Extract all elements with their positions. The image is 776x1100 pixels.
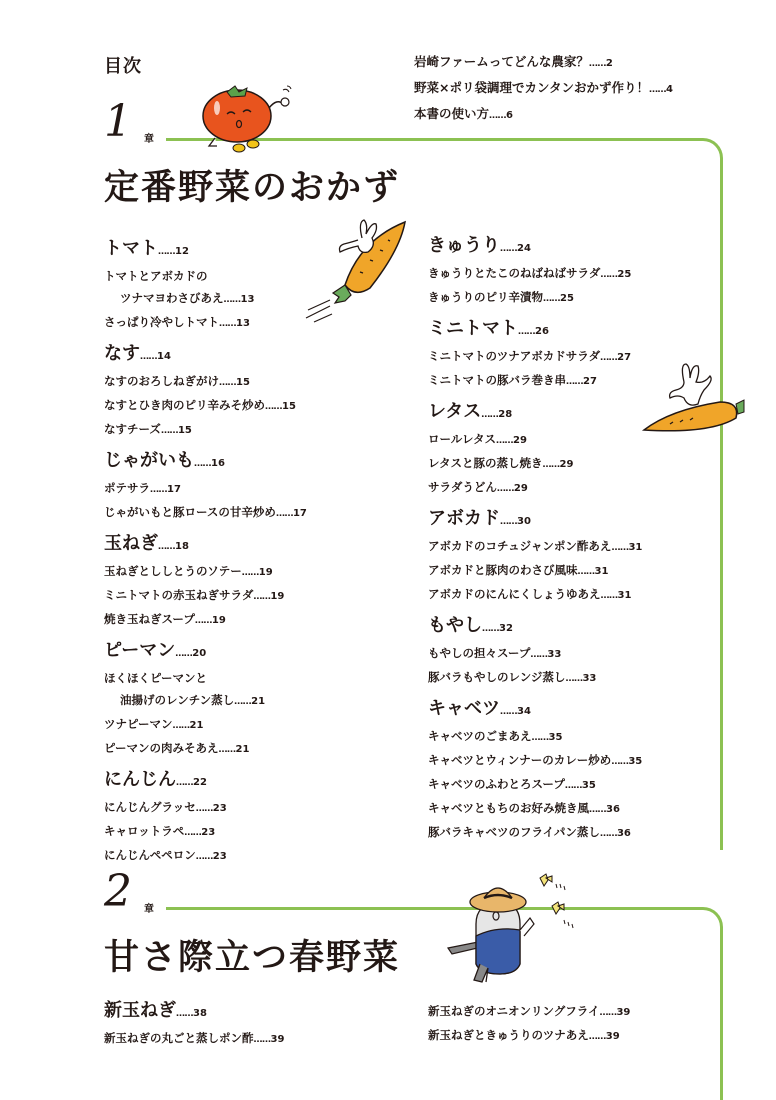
- toc-section: [428, 1000, 718, 1048]
- recipe-item[interactable]: アボカドと豚肉のわさび風味……31: [428, 563, 609, 577]
- page-number: 12: [175, 246, 189, 257]
- chapter-divider-line: [166, 907, 703, 910]
- toc-section: [104, 998, 414, 1051]
- section-heading[interactable]: じゃがいも……16: [104, 450, 225, 471]
- recipe-item[interactable]: レタスと豚の蒸し焼き……29: [428, 456, 574, 470]
- recipe-item[interactable]: トマトとアボカドの: [104, 269, 208, 283]
- recipe-item[interactable]: 豚バラキャベツのフライパン蒸し……36: [428, 825, 631, 839]
- recipe-item[interactable]: きゅうりとたこのねばねばサラダ……25: [428, 266, 632, 280]
- chapter-kanji: 章: [144, 904, 154, 915]
- recipe-item[interactable]: アボカドのコチュジャンポン酢あえ……31: [428, 539, 643, 553]
- recipe-item[interactable]: じゃがいもと豚ロースの甘辛炒め……17: [104, 505, 307, 519]
- section-heading[interactable]: 新玉ねぎ……38: [104, 1000, 207, 1021]
- chapter-kanji: 章: [144, 134, 154, 145]
- toc-section: [104, 638, 404, 761]
- chapter-1-left-column: [104, 236, 404, 868]
- recipe-item[interactable]: キャロットラペ……23: [104, 824, 216, 838]
- chapter-number: 2: [104, 866, 132, 917]
- section-heading[interactable]: ピーマン……20: [104, 640, 207, 661]
- section-heading[interactable]: きゅうり……24: [428, 235, 531, 256]
- recipe-item[interactable]: サラダうどん……29: [428, 480, 528, 494]
- farmer-character-illustration: [440, 868, 580, 988]
- recipe-item[interactable]: なすのおろしねぎがけ……15: [104, 374, 250, 388]
- recipe-item[interactable]: ツナマヨわさびあえ……13: [120, 291, 255, 305]
- intro-item[interactable]: 岩崎ファームってどんな農家？……2: [414, 54, 613, 69]
- intro-list: [414, 50, 673, 128]
- recipe-item[interactable]: キャベツともちのお好み焼き風……36: [428, 801, 620, 815]
- chapter-title: 定番野菜のおかず: [104, 168, 401, 208]
- chapter-number: 1: [104, 96, 132, 147]
- section-heading[interactable]: ミニトマト……26: [428, 318, 549, 339]
- section-heading[interactable]: もやし……32: [428, 615, 513, 636]
- toc-section: [428, 316, 718, 393]
- recipe-item[interactable]: 新玉ねぎの丸ごと蒸しポン酢……39: [104, 1031, 285, 1045]
- tomato-character-illustration: [195, 80, 305, 155]
- section-heading[interactable]: レタス……28: [428, 401, 513, 422]
- recipe-item[interactable]: ポテサラ……17: [104, 481, 181, 495]
- section-heading[interactable]: キャベツ……34: [428, 698, 531, 719]
- section-heading[interactable]: にんじん……22: [104, 769, 207, 790]
- toc-section: [104, 236, 404, 335]
- chapter-title: 甘さ際立つ春野菜: [104, 938, 401, 978]
- intro-item[interactable]: 野菜×ポリ袋調理でカンタンおかず作り！……4: [414, 80, 673, 95]
- chapter-2-right-column: [428, 1000, 718, 1048]
- intro-item-label: 岩崎ファームってどんな農家？: [414, 54, 589, 69]
- toc-title: 目次: [104, 56, 142, 77]
- section-heading[interactable]: トマト……12: [104, 238, 189, 259]
- recipe-item[interactable]: 玉ねぎとししとうのソテー……19: [104, 564, 273, 578]
- section-heading[interactable]: アボカド……30: [428, 508, 531, 529]
- chapter-divider-vertical: [720, 158, 723, 850]
- toc-section: [428, 613, 718, 690]
- recipe-item[interactable]: 油揚げのレンチン蒸し……21: [120, 693, 266, 707]
- recipe-item[interactable]: なすチーズ……15: [104, 422, 192, 436]
- recipe-item[interactable]: ピーマンの肉みそあえ……21: [104, 741, 250, 755]
- recipe-item[interactable]: ミニトマトの豚バラ巻き串……27: [428, 373, 597, 387]
- recipe-item[interactable]: ほくほくピーマンと: [104, 671, 208, 685]
- toc-section: [104, 531, 404, 632]
- recipe-item[interactable]: キャベツとウィンナーのカレー炒め……35: [428, 753, 643, 767]
- toc-section: [428, 506, 718, 607]
- page-number: 2: [605, 58, 613, 69]
- intro-item-label: 本書の使い方: [414, 106, 490, 121]
- toc-section: [104, 341, 404, 442]
- toc-section: [428, 696, 718, 845]
- recipe-item[interactable]: にんじんグラッセ……23: [104, 800, 227, 814]
- recipe-item[interactable]: 豚バラもやしのレンジ蒸し……33: [428, 670, 597, 684]
- recipe-item[interactable]: ロールレタス……29: [428, 432, 527, 446]
- recipe-item[interactable]: ミニトマトのツナアボカドサラダ……27: [428, 349, 632, 363]
- recipe-item[interactable]: キャベツのごまあえ……35: [428, 729, 563, 743]
- toc-section: [428, 399, 718, 500]
- page-number: 6: [506, 110, 513, 121]
- section-heading[interactable]: 玉ねぎ……18: [104, 533, 189, 554]
- recipe-item[interactable]: 新玉ねぎときゅうりのツナあえ……39: [428, 1028, 620, 1042]
- toc-section: [428, 233, 718, 310]
- recipe-item[interactable]: ミニトマトの赤玉ねぎサラダ……19: [104, 588, 285, 602]
- recipe-item[interactable]: さっぱり冷やしトマト……13: [104, 315, 250, 329]
- recipe-item[interactable]: 焼き玉ねぎスープ……19: [104, 612, 226, 626]
- recipe-item[interactable]: なすとひき肉のピリ辛みそ炒め……15: [104, 398, 296, 412]
- toc-section: [104, 767, 404, 868]
- recipe-item[interactable]: アボカドのにんにくしょうゆあえ……31: [428, 587, 632, 601]
- page-number: 4: [665, 84, 673, 95]
- recipe-item[interactable]: キャベツのふわとろスープ……35: [428, 777, 596, 791]
- intro-item[interactable]: 本書の使い方……6: [414, 106, 513, 121]
- chapter-divider-corner: [701, 907, 723, 929]
- recipe-item[interactable]: もやしの担々スープ……33: [428, 646, 562, 660]
- chapter-divider-vertical: [720, 927, 723, 1100]
- intro-item-label: 野菜×ポリ袋調理でカンタンおかず作り！: [414, 80, 649, 95]
- recipe-item[interactable]: 新玉ねぎのオニオンリングフライ……39: [428, 1004, 631, 1018]
- recipe-item[interactable]: にんじんペペロン……23: [104, 848, 227, 862]
- recipe-item[interactable]: ツナピーマン……21: [104, 717, 204, 731]
- toc-section: [104, 448, 404, 525]
- recipe-item[interactable]: きゅうりのピリ辛漬物……25: [428, 290, 574, 304]
- section-heading[interactable]: なす……14: [104, 343, 171, 364]
- chapter-2-left-column: [104, 998, 414, 1051]
- chapter-1-right-column: [428, 233, 718, 845]
- chapter-divider-corner: [701, 138, 723, 160]
